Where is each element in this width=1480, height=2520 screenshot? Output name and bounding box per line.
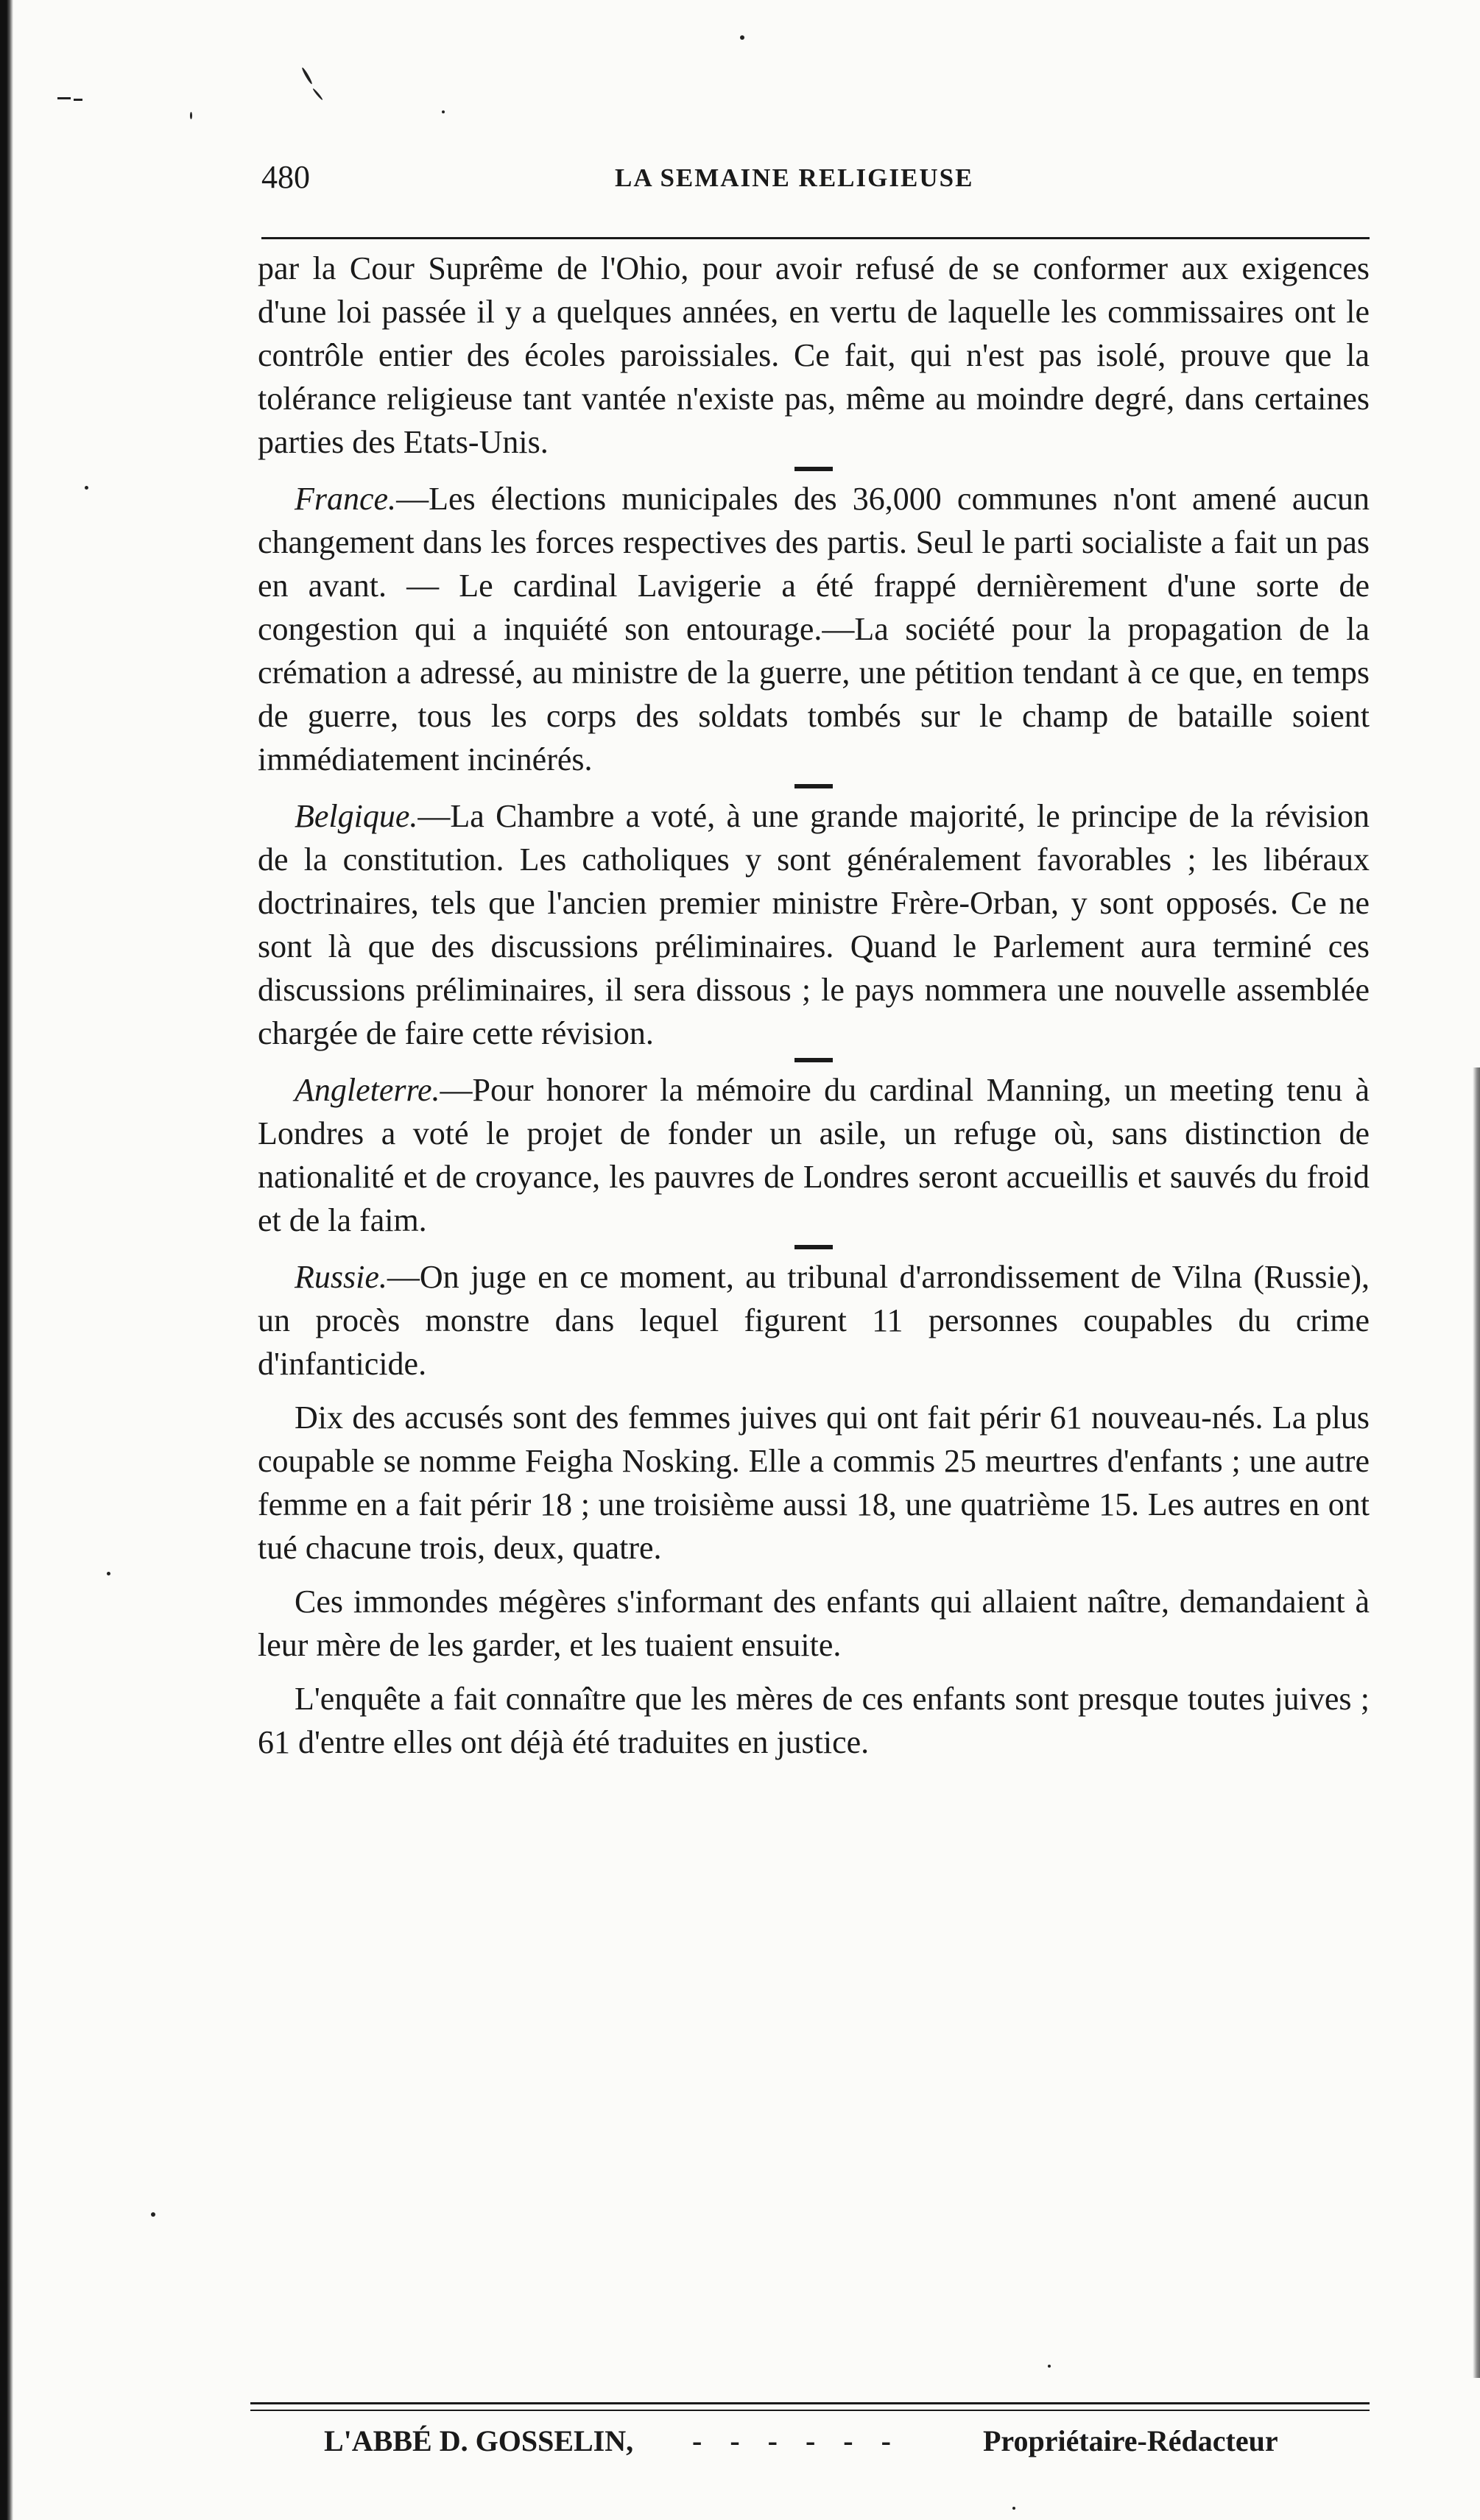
country-label: Russie. xyxy=(295,1259,387,1295)
ink-speck xyxy=(740,35,744,40)
imprint-footer xyxy=(324,2424,1370,2468)
ink-speck xyxy=(301,67,313,85)
footer-rule xyxy=(250,2410,1370,2411)
footer-author: L'ABBÉ D. GOSSELIN, xyxy=(324,2424,634,2457)
russie-paragraph-4: L'enquête a fait connaître que les mères de ces enfants sont presque toutes juives ; 61 d'entre elles ont déjà été traduites en justice. xyxy=(258,1681,1370,1760)
russie-paragraph-3: Ces immondes mégères s'informant des enfants qui allaient naître, demandaient à leur mère de les garder, et les tuaient ensuite. xyxy=(258,1584,1370,1663)
page-header xyxy=(261,158,1370,202)
page-number: 480 xyxy=(261,159,310,195)
paragraph-text: —On juge en ce moment, au tribunal d'arrondissement de Vilna (Russie), un procès monstre dans lequel figurent 11 personnes coupables du crime d'infanticide. xyxy=(258,1259,1370,1382)
section-separator xyxy=(794,1245,833,1249)
country-label: France. xyxy=(295,481,397,517)
paragraph-text: —Pour honorer la mémoire du cardinal Manning, un meeting tenu à Londres a voté le projet de fonder un asile, un refuge où, sans distinction de nationalité et de croyance, les pauvres de Londres seront accueillis et sauvés du froid et de la faim. xyxy=(258,1072,1370,1238)
footer-dashes: - - - - - - xyxy=(692,2424,901,2457)
ink-speck xyxy=(151,2212,155,2217)
country-label: Angleterre. xyxy=(295,1072,440,1108)
russie-paragraph xyxy=(258,1255,1370,1386)
article-body xyxy=(258,247,1370,2374)
ink-speck xyxy=(442,110,445,113)
section-separator xyxy=(794,1058,833,1062)
page-right-edge xyxy=(1473,1067,1480,2378)
paragraph-text: —La Chambre a voté, à une grande majorité, le principe de la révision de la constitution. Les catholiques y sont généralement favorables ; les libéraux doctrinaires, tels que l'ancien premier ministre Frère-Orban, y sont opposés. Ce ne sont là que des discussions préliminaires. Quand le Parlement aura terminé ces discussions préliminaires, il sera dissous ; le pays nommera une nouvelle assemblée chargée de faire cette révision. xyxy=(258,798,1370,1051)
ink-speck xyxy=(107,1572,110,1575)
ink-speck xyxy=(312,88,323,100)
running-title: LA SEMAINE RELIGIEUSE xyxy=(615,163,974,192)
country-label: Belgique. xyxy=(295,798,418,834)
ink-speck xyxy=(1012,2507,1015,2510)
ink-speck xyxy=(74,99,82,101)
ink-speck xyxy=(57,97,71,99)
russie-paragraph-2: Dix des accusés sont des femmes juives qui ont fait périr 61 nouveau-nés. La plus coupable se nomme Feigha Nosking. Elle a commis 25 meurtres d'enfants ; une autre femme en a fait périr 18 ; une troisième aussi 18, une quatrième 15. Les autres en ont tué chacune trois, deux, quatre. xyxy=(258,1400,1370,1566)
ink-speck xyxy=(190,112,192,119)
footer-role: Propriétaire-Rédacteur xyxy=(983,2424,1278,2457)
opening-paragraph: par la Cour Suprême de l'Ohio, pour avoir refusé de se conformer aux exigences d'une loi passée il y a quelques années, en vertu de laquelle les commissaires ont le contrôle entier des écoles paroissiales. Ce fait, qui n'est pas isolé, prouve que la tolérance religieuse tant vantée n'existe pas, même au moindre degré, dans certaines parties des Etats-Unis. xyxy=(258,250,1370,460)
france-paragraph xyxy=(258,477,1370,781)
belgique-paragraph xyxy=(258,794,1370,1055)
ink-speck xyxy=(85,486,88,490)
header-rule xyxy=(261,237,1370,239)
section-separator xyxy=(794,784,833,788)
angleterre-paragraph xyxy=(258,1068,1370,1242)
page-binding-edge xyxy=(0,0,13,2520)
section-separator xyxy=(794,467,833,471)
paragraph-text: —Les élections municipales des 36,000 communes n'ont amené aucun changement dans les forces respectives des partis. Seul le parti socialiste a fait un pas en avant. — Le cardinal Lavigerie a été frappé dernièrement d'une sorte de congestion qui a inquiété son entourage.—La société pour la propagation de la crémation a adressé, au ministre de la guerre, une pétition tendant à ce que, en temps de guerre, tous les corps des soldats tombés sur le champ de bataille soient immédiatement incinérés. xyxy=(258,481,1370,777)
footer-rule xyxy=(250,2402,1370,2404)
